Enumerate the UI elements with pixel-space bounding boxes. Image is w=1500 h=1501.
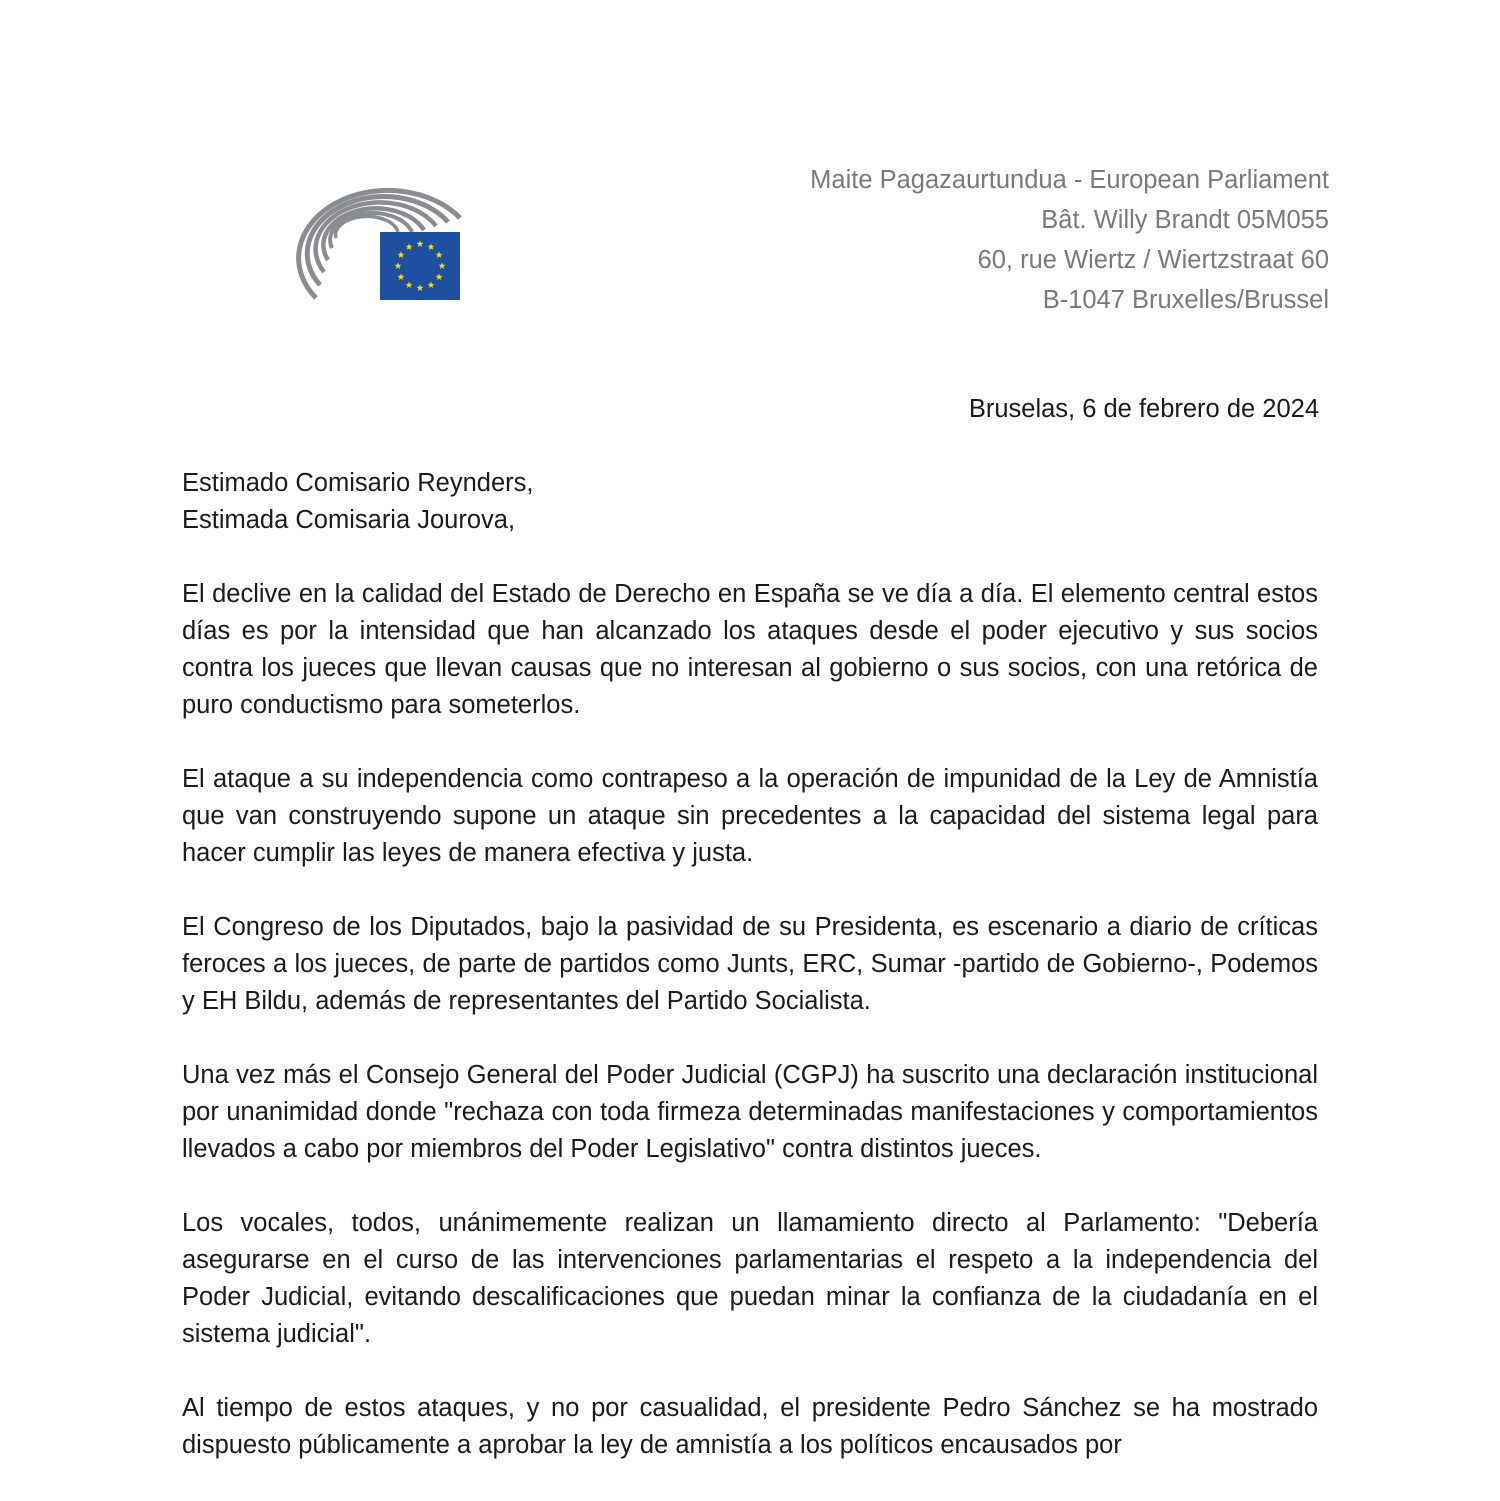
european-parliament-logo xyxy=(228,172,464,306)
paragraph: Los vocales, todos, unánimemente realizan un llamamiento directo al Parlamento: "Debería asegurarse en el curso de las intervenciones parlamentarias el respeto a la independencia del Poder Judicial, evitando descalificaciones que puedan minar la confianza de la ciudadanía en el sistema judicial". xyxy=(182,1209,1318,1348)
sender-line: B-1047 Bruxelles/Brussel xyxy=(1042,286,1329,314)
sender-address xyxy=(810,160,1329,320)
salutation-line: Estimada Comisaria Jourova, xyxy=(182,506,516,534)
salutation xyxy=(182,465,1318,539)
letter-body xyxy=(182,465,1318,1501)
sender-line: Bât. Willy Brandt 05M055 xyxy=(1041,206,1329,234)
salutation-line: Estimado Comisario Reynders, xyxy=(182,469,534,497)
paragraph: Al tiempo de estos ataques, y no por casualidad, el presidente Pedro Sánchez se ha mostrado dispuesto públicamente a aprobar la ley de amnistía a los políticos encausados por xyxy=(182,1394,1318,1459)
sender-line: 60, rue Wiertz / Wiertzstraat 60 xyxy=(977,246,1329,274)
paragraph: El Congreso de los Diputados, bajo la pasividad de su Presidenta, es escenario a diario de críticas feroces a los jueces, de parte de partidos como Junts, ERC, Sumar -partido de Gobierno-, Podemos y EH Bildu, además de representantes del Partido Socialista. xyxy=(182,913,1318,1015)
paragraph: El ataque a su independencia como contrapeso a la operación de impunidad de la Ley de Amnistía que van construyendo supone un ataque sin precedentes a la capacidad del sistema legal para hacer cumplir las leyes de manera efectiva y justa. xyxy=(182,765,1318,867)
parliament-hemicycle-icon xyxy=(228,172,464,306)
paragraph: Una vez más el Consejo General del Poder Judicial (CGPJ) ha suscrito una declaración institucional por unanimidad donde "rechaza con toda firmeza determinadas manifestaciones y comportamientos llevados a cabo por miembros del Poder Legislativo" contra distintos jueces. xyxy=(182,1061,1318,1163)
paragraph: El declive en la calidad del Estado de Derecho en España se ve día a día. El elemento central estos días es por la intensidad que han alcanzado los ataques desde el poder ejecutivo y sus socios contra los jueces que llevan causas que no interesan al gobierno o sus socios, con una retórica de puro conductismo para someterlos. xyxy=(182,580,1318,719)
letter-date: Bruselas, 6 de febrero de 2024 xyxy=(968,395,1319,423)
sender-line: Maite Pagazaurtundua - European Parliament xyxy=(810,166,1329,194)
